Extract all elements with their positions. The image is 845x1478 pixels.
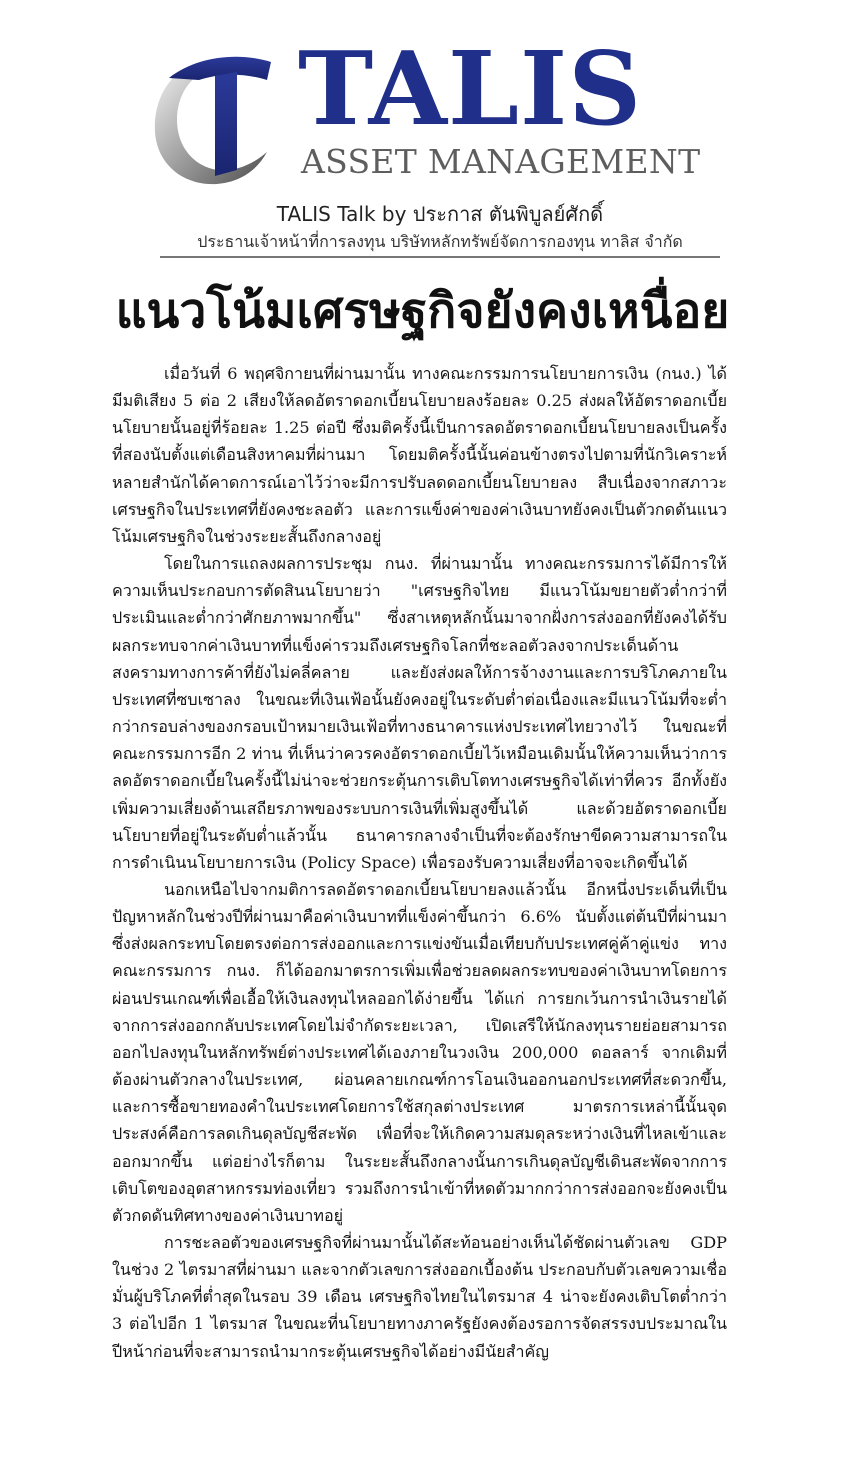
byline-role: ประธานเจ้าหน้าที่การลงทุน บริษัทหลักทรัพย์จัดการกองทุน ทาลิส จำกัด bbox=[197, 232, 683, 251]
article-paragraph: การชะลอตัวของเศรษฐกิจที่ผ่านมานั้นได้สะท้อนอย่างเห็นได้ชัดผ่านตัวเลข GDP ในช่วง 2 ไตรมาสที่ผ่านมา และจากตัวเลขการส่งออกเบื้องต้น ประกอบกับตัวเลขความเชื่อมั่นผู้บริโภคที่ต่ำสุดในรอบ 39 เดือน เศรษฐกิจไทยในไตรมาส 4 น่าจะยังคงเติบโตต่ำกว่า 3 ต่อไปอีก 1 ไตรมาส ในขณะที่นโยบายทางภาครัฐยังคงต้องรอการจัดสรรงบประมาณในปีหน้าก่อนที่จะสามารถนำมากระตุ้นเศรษฐกิจได้อย่างมีนัยสำคัญ bbox=[112, 1233, 727, 1361]
article-paragraph: โดยในการแถลงผลการประชุม กนง. ที่ผ่านมานั้น ทางคณะกรรมการได้มีการให้ความเห็นประกอบการตัดสินนโยบายว่า "เศรษฐกิจไทย มีแนวโน้มขยายตัวต่ำกว่าที่ประเมินและต่ำกว่าศักยภาพมากขึ้น" ซึ่งสาเหตุหลักนั้นมาจากฝั่งการส่งออกที่ยังคงได้รับผลกระทบจากค่าเงินบาทที่แข็งค่ารวมถึงเศรษฐกิจโลกที่ชะลอตัวลงจากประเด็นด้านสงครามทางการค้าที่ยังไม่คลี่คลาย และยังส่งผลให้การจ้างงานและการบริโภคภายในประเทศที่ซบเซาลง ในขณะที่เงินเฟ้อนั้นยังคงอยู่ในระดับต่ำต่อเนื่องและมีแนวโน้มที่จะต่ำกว่ากรอบล่างของกรอบเป้าหมายเงินเฟ้อที่ทางธนาคารแห่งประเทศไทยวางไว้ ในขณะที่คณะกรรมการอีก 2 ท่าน ที่เห็นว่าควรคงอัตราดอกเบี้ยไว้เหมือนเดิมนั้นให้ความเห็นว่าการลดอัตราดอกเบี้ยในครั้งนี้ไม่น่าจะช่วยกระตุ้นการเติบโตทางเศรษฐกิจได้เท่าที่ควร อีกทั้งยังเพิ่มความเสี่ยงด้านเสถียรภาพของระบบการเงินที่เพิ่มสูงขึ้นได้ และด้วยอัตราดอกเบี้ยนโยบายที่อยู่ในระดับต่ำแล้วนั้น ธนาคารกลางจำเป็นที่จะต้องรักษาขีดความสามารถในการดำเนินนโยบายการเงิน (Policy Space) เพื่อรองรับความเสี่ยงที่อาจจะเกิดขึ้นได้ bbox=[112, 554, 727, 872]
byline bbox=[160, 200, 720, 254]
logo-subtitle: ASSET MANAGEMENT bbox=[301, 142, 701, 181]
article-paragraph: เมื่อวันที่ 6 พฤศจิกายนที่ผ่านมานั้น ทางคณะกรรมการนโยบายการเงิน (กนง.) ได้มีมติเสียง 5 ต่อ 2 เสียงให้ลดอัตราดอกเบี้ยนโยบายลงร้อยละ 0.25 ส่งผลให้อัตราดอกเบี้ยนโยบายนั้นอยู่ที่ร้อยละ 1.25 ต่อปี ซึ่งมติครั้งนี้เป็นการลดอัตราดอกเบี้ยนโยบายลงเป็นครั้งที่สองนับตั้งแต่เดือนสิงหาคมที่ผ่านมา โดยมติครั้งนี้นั้นค่อนข้างตรงไปตามที่นักวิเคราะห์หลายสำนักได้คาดการณ์เอาไว้ว่าจะมีการปรับลดดอกเบี้ยนโยบายลง สืบเนื่องจากสภาวะเศรษฐกิจในประเทศที่ยังคงชะลอตัว และการแข็งค่าของค่าเงินบาทยังคงเป็นตัวกดดันแนวโน้มเศรษฐกิจในช่วงระยะสั้นถึงกลางอยู่ bbox=[112, 364, 727, 546]
byline-name: TALIS Talk by ประกาส ตันพิบูลย์ศักดิ์ bbox=[276, 202, 604, 226]
article-headline: แนวโน้มเศรษฐกิจยังคงเหนื่อย bbox=[115, 283, 730, 339]
article-body bbox=[112, 360, 727, 1420]
logo-wordmark: TALIS bbox=[298, 29, 643, 148]
talis-logo bbox=[143, 29, 703, 193]
talis-t-swoosh-icon bbox=[143, 48, 278, 190]
article-paragraph: นอกเหนือไปจากมติการลดอัตราดอกเบี้ยนโยบายลงแล้วนั้น อีกหนึ่งประเด็นที่เป็นปัญหาหลักในช่วงปีที่ผ่านมาคือค่าเงินบาทที่แข็งค่าขึ้นกว่า 6.6% นับตั้งแต่ต้นปีที่ผ่านมา ซึ่งส่งผลกระทบโดยตรงต่อการส่งออกและการแข่งขันเมื่อเทียบกับประเทศคู่ค้าคู่แข่ง ทางคณะกรรมการ กนง. ก็ได้ออกมาตรการเพิ่มเพื่อช่วยลดผลกระทบของค่าเงินบาทโดยการผ่อนปรนเกณฑ์เพื่อเอื้อให้เงินลงทุนไหลออกได้ง่ายขึ้น ได้แก่ การยกเว้นการนำเงินรายได้จากการส่งออกกลับประเทศโดยไม่จำกัดระยะเวลา, เปิดเสรีให้นักลงทุนรายย่อยสามารถออกไปลงทุนในหลักทรัพย์ต่างประเทศได้เองภายในวงเงิน 200,000 ดอลลาร์ จากเดิมที่ต้องผ่านตัวกลางในประเทศ, ผ่อนคลายเกณฑ์การโอนเงินออกนอกประเทศที่สะดวกขึ้น, และการซื้อขายทองคำในประเทศโดยการใช้สกุลต่างประเทศ มาตรการเหล่านี้นั้นจุดประสงค์คือการลดเกินดุลบัญชีสะพัด เพื่อที่จะให้เกิดความสมดุลระหว่างเงินที่ไหลเข้าและออกมากขึ้น แต่อย่างไรก็ตาม ในระยะสั้นถึงกลางนั้นการเกินดุลบัญชีเดินสะพัดจากการเติบโตของอุตสาหกรรมท่องเที่ยว รวมถึงการนำเข้าที่หดตัวมากกว่าการส่งออกจะยังคงเป็นตัวกดดันทิศทางของค่าเงินบาทอยู่ bbox=[112, 879, 727, 1225]
header-divider bbox=[160, 256, 720, 258]
